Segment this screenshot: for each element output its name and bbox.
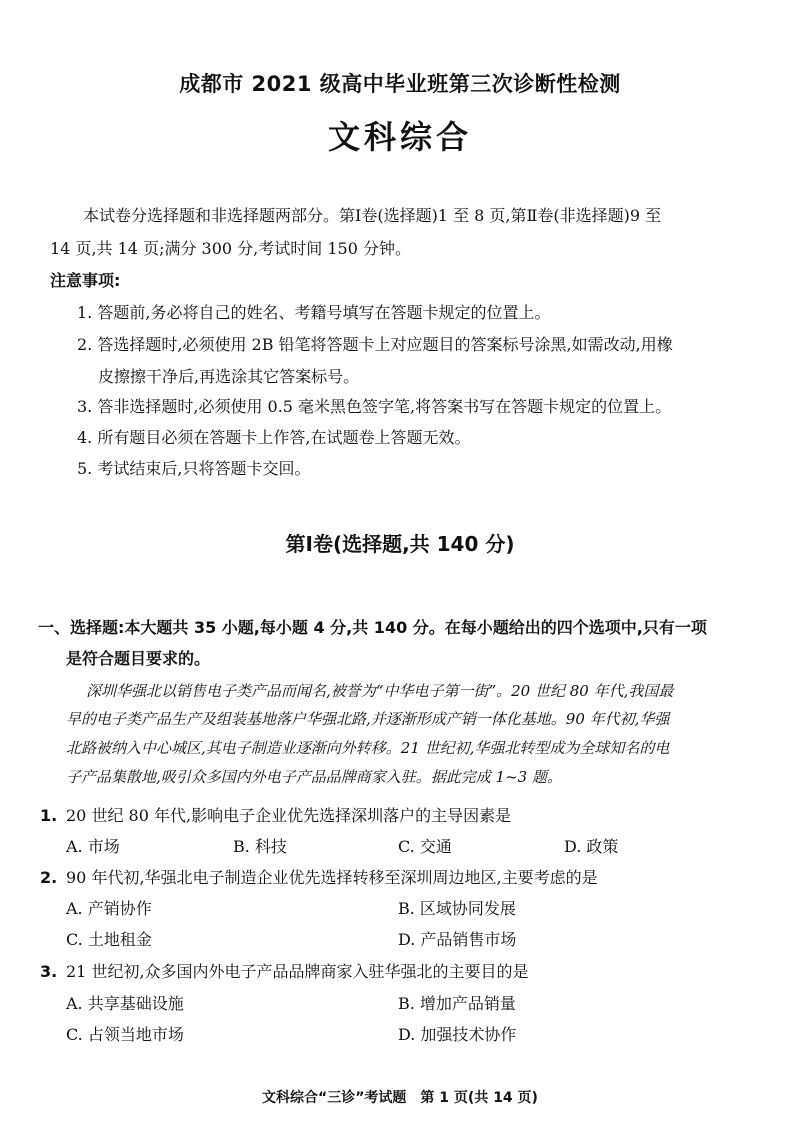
page-footer: 文科综合“三诊”考试题 第 1 页(共 14 页) <box>262 1090 538 1106</box>
section-instruction-cont: 是符合题目要求的。 <box>66 649 211 668</box>
option-a: A. 共享基础设施 <box>66 994 184 1013</box>
passage-line: 深圳华强北以销售电子类产品而闻名,被誉为“中华电子第一街”。20 世纪 80 年代,我国最 <box>86 682 674 700</box>
option-d: D. 政策 <box>564 837 619 856</box>
note-item: 1. 答题前,务必将自己的姓名、考籍号填写在答题卡规定的位置上。 <box>77 303 551 322</box>
question-stem: 20 世纪 80 年代,影响电子企业优先选择深圳落户的主导因素是 <box>66 806 512 825</box>
option-c: C. 土地租金 <box>66 930 152 949</box>
option-b: B. 区域协同发展 <box>398 899 516 918</box>
option-d: D. 加强技术协作 <box>398 1025 517 1044</box>
question-stem: 90 年代初,华强北电子制造企业优先选择转移至深圳周边地区,主要考虑的是 <box>66 868 598 887</box>
section-instruction: 一、选择题:本大题共 35 小题,每小题 4 分,共 140 分。在每小题给出的四个选项中,只有一项 <box>38 618 707 637</box>
question-stem: 21 世纪初,众多国内外电子产品品牌商家入驻华强北的主要目的是 <box>66 962 529 981</box>
question-number: 3. <box>40 962 58 981</box>
option-c: C. 占领当地市场 <box>66 1025 184 1044</box>
option-c: C. 交通 <box>398 837 452 856</box>
note-item: 2. 答选择题时,必须使用 2B 铅笔将答题卡上对应题目的答案标号涂黑,如需改动,用橡 <box>77 335 673 354</box>
passage-line: 北路被纳入中心城区,其电子制造业逐渐向外转移。21 世纪初,华强北转型成为全球知名的电 <box>66 739 670 757</box>
option-b: B. 增加产品销量 <box>398 994 516 1013</box>
passage-line: 早的电子类产品生产及组装基地落户华强北路,并逐渐形成产销一体化基地。90 年代初,华强 <box>66 710 670 728</box>
note-item: 4. 所有题目必须在答题卡上作答,在试题卷上答题无效。 <box>77 428 471 447</box>
notes-heading: 注意事项: <box>50 271 121 290</box>
passage-line: 子产品集散地,吸引众多国内外电子产品品牌商家入驻。据此完成 1~3 题。 <box>66 768 562 786</box>
option-a: A. 市场 <box>66 837 120 856</box>
section-title: 第Ⅰ卷(选择题,共 140 分) <box>285 532 515 556</box>
exam-title: 成都市 2021 级高中毕业班第三次诊断性检测 <box>179 72 621 96</box>
note-item: 3. 答非选择题时,必须使用 0.5 毫米黑色签字笔,将答案书写在答题卡规定的位置上。 <box>77 397 672 416</box>
intro-line-1: 本试卷分选择题和非选择题两部分。第Ⅰ卷(选择题)1 至 8 页,第Ⅱ卷(非选择题)9 至 <box>83 206 662 225</box>
option-d: D. 产品销售市场 <box>398 930 517 949</box>
question-number: 2. <box>40 868 58 887</box>
intro-line-2: 14 页,共 14 页;满分 300 分,考试时间 150 分钟。 <box>50 239 411 258</box>
note-item: 5. 考试结束后,只将答题卡交回。 <box>77 459 311 478</box>
option-a: A. 产销协作 <box>66 899 152 918</box>
subject-title: 文科综合 <box>327 118 472 156</box>
note-item: 皮擦擦干净后,再选涂其它答案标号。 <box>98 367 360 386</box>
option-b: B. 科技 <box>233 837 287 856</box>
question-number: 1. <box>40 806 58 825</box>
